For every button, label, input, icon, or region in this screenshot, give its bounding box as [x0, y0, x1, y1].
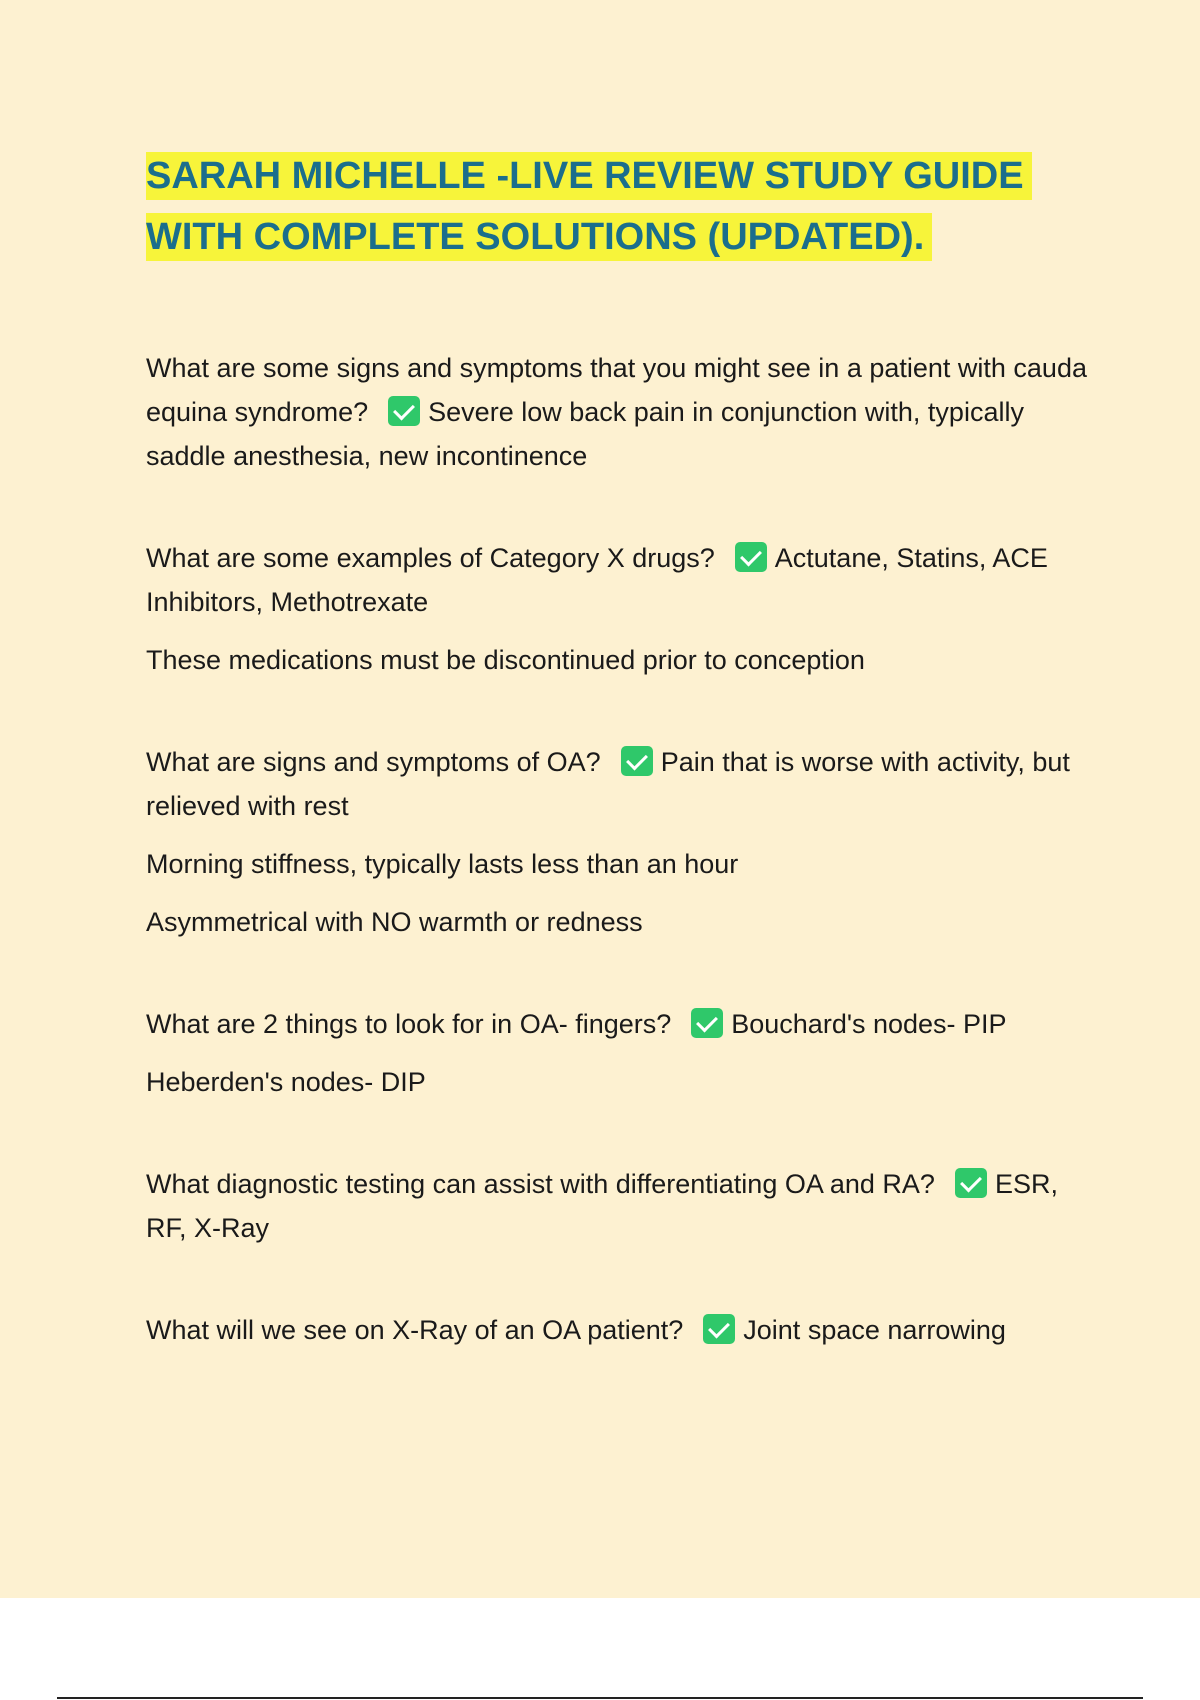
- check-box-icon: [388, 396, 420, 426]
- qa-item-category-x: [146, 536, 1096, 682]
- question-text: What will we see on X-Ray of an OA patient?: [146, 1315, 684, 1345]
- answer-text: Bouchard's nodes- PIP: [731, 1009, 1007, 1039]
- answer-extra-line: These medications must be discontinued prior to conception: [146, 645, 865, 675]
- title-line-1: SARAH MICHELLE -LIVE REVIEW STUDY GUIDE: [146, 152, 1032, 200]
- check-box-icon: [703, 1314, 735, 1344]
- check-box-icon: [691, 1008, 723, 1038]
- question-text: What are some examples of Category X drugs?: [146, 543, 715, 573]
- answer-text: Pain that is worse with activity, but relieved with rest: [146, 747, 1070, 821]
- question-text: What are some signs and symptoms that you might see in a patient with cauda equina syndrome?: [146, 353, 1087, 427]
- qa-item-xray: [146, 1308, 1096, 1352]
- qa-item-cauda-equina: [146, 346, 1096, 478]
- question-text: What are signs and symptoms of OA?: [146, 747, 601, 777]
- check-box-icon: [621, 746, 653, 776]
- check-box-icon: [735, 542, 767, 572]
- qa-item-oa-symptoms: [146, 740, 1096, 944]
- check-box-icon: [955, 1168, 987, 1198]
- document-title: [146, 146, 1096, 268]
- qa-item-oa-fingers: [146, 1002, 1096, 1104]
- answer-extra-line: Heberden's nodes- DIP: [146, 1067, 426, 1097]
- footer-divider: [57, 1697, 1143, 1699]
- qa-item-diagnostic-testing: [146, 1162, 1096, 1250]
- answer-text: Severe low back pain in conjunction with, typically saddle anesthesia, new incontinence: [146, 397, 1024, 471]
- answer-text: Actutane, Statins, ACE Inhibitors, Methotrexate: [146, 543, 1048, 617]
- answer-extra-line: Asymmetrical with NO warmth or redness: [146, 907, 643, 937]
- document-content: [146, 146, 1096, 1410]
- question-text: What diagnostic testing can assist with differentiating OA and RA?: [146, 1169, 935, 1199]
- answer-text: Joint space narrowing: [743, 1315, 1006, 1345]
- answer-text: ESR, RF, X-Ray: [146, 1169, 1058, 1243]
- answer-extra-line: Morning stiffness, typically lasts less than an hour: [146, 849, 739, 879]
- question-text: What are 2 things to look for in OA- fingers?: [146, 1009, 672, 1039]
- title-line-2: WITH COMPLETE SOLUTIONS (UPDATED).: [146, 213, 932, 261]
